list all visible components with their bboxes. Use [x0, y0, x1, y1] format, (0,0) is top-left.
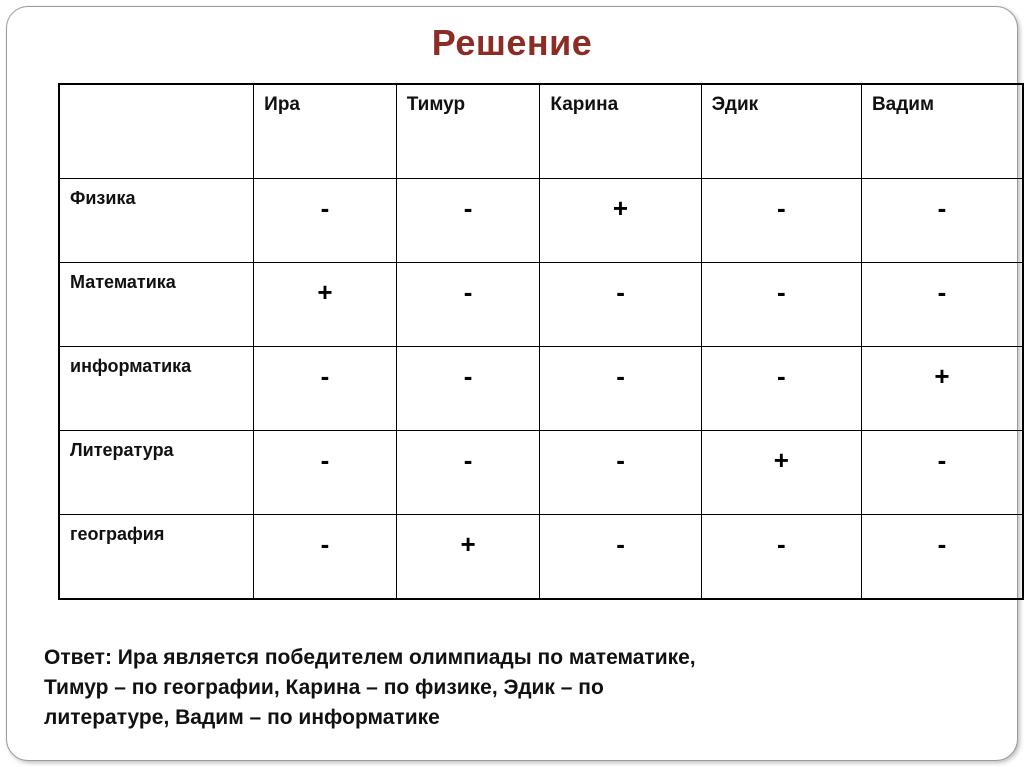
table-row: [59, 431, 1023, 515]
table-header-row: [59, 84, 1023, 179]
row-label: география: [59, 515, 254, 599]
table-cell: -: [396, 347, 540, 431]
header-corner-cell: [59, 84, 254, 179]
table-cell: -: [254, 515, 397, 599]
table-row: [59, 263, 1023, 347]
answer-line: литературе, Вадим – по информатике: [44, 706, 440, 729]
solution-table: [58, 83, 1024, 600]
table-cell: -: [861, 179, 1023, 263]
table-cell: -: [396, 179, 540, 263]
table-cell: -: [701, 179, 861, 263]
column-header: Карина: [540, 84, 701, 179]
table-cell: +: [540, 179, 701, 263]
column-header: Вадим: [861, 84, 1023, 179]
row-label: Физика: [59, 179, 254, 263]
answer-line: Ответ: Ира является победителем олимпиады по математике,: [44, 646, 696, 669]
table-cell: -: [254, 179, 397, 263]
table-cell: -: [701, 347, 861, 431]
row-label: Математика: [59, 263, 254, 347]
table-cell: -: [861, 263, 1023, 347]
answer-text: [44, 643, 924, 733]
table-cell: -: [701, 515, 861, 599]
table-cell: -: [540, 347, 701, 431]
table-row: [59, 515, 1023, 599]
table-cell: -: [540, 263, 701, 347]
table-cell: -: [396, 263, 540, 347]
table-row: [59, 179, 1023, 263]
column-header: Эдик: [701, 84, 861, 179]
table-cell: -: [861, 431, 1023, 515]
row-label: информатика: [59, 347, 254, 431]
table-cell: +: [861, 347, 1023, 431]
column-header: Ира: [254, 84, 397, 179]
slide-title: Решение: [431, 22, 593, 63]
row-label: Литература: [59, 431, 254, 515]
table-cell: +: [701, 431, 861, 515]
table-cell: -: [254, 347, 397, 431]
table-cell: -: [254, 431, 397, 515]
table-row: [59, 347, 1023, 431]
answer-line: Тимур – по географии, Карина – по физике, Эдик – по: [44, 676, 604, 699]
table-cell: -: [540, 515, 701, 599]
column-header: Тимур: [396, 84, 540, 179]
table-cell: +: [396, 515, 540, 599]
table-cell: -: [701, 263, 861, 347]
table-cell: +: [254, 263, 397, 347]
table-cell: -: [540, 431, 701, 515]
table-cell: -: [861, 515, 1023, 599]
table-cell: -: [396, 431, 540, 515]
